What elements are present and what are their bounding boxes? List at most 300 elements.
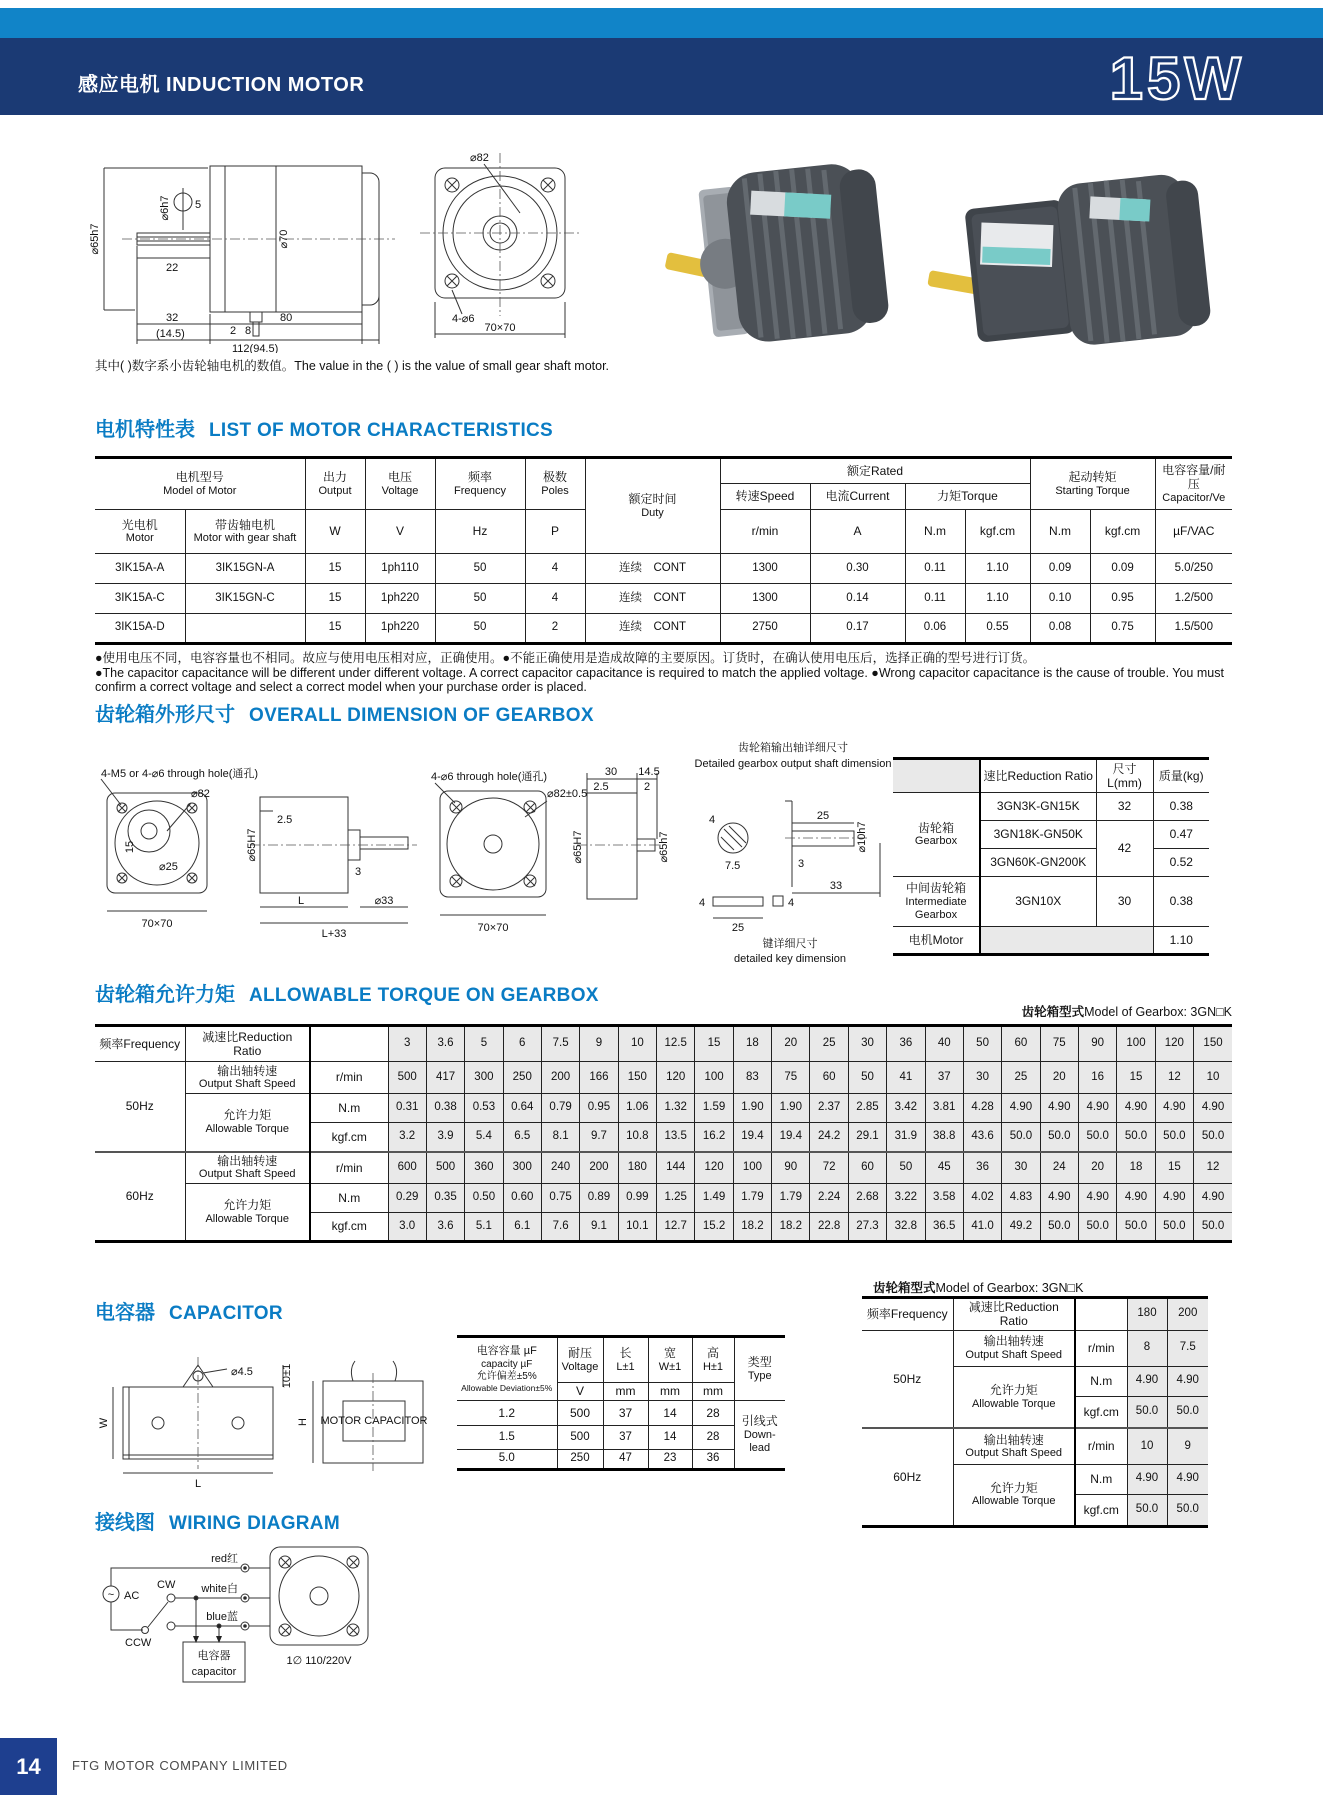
header-voltage: 电压 Voltage (365, 458, 435, 510)
dim-label: 22 (166, 262, 179, 274)
cell: 4 (525, 554, 585, 584)
dim-label: 4 (788, 897, 795, 909)
shaft-detail-title-en: Detailed gearbox output shaft dimension (694, 758, 892, 770)
dim-label: 25 (731, 922, 745, 934)
cell: 144 (657, 1152, 695, 1184)
cell: 360 (465, 1152, 503, 1184)
cell: 50.0 (1040, 1213, 1078, 1242)
table-row (95, 1026, 1232, 1062)
cell: 50 (435, 554, 525, 584)
cell: 0.99 (618, 1184, 656, 1213)
cell: 15.2 (695, 1213, 733, 1242)
unit-cell: r/min (1075, 1330, 1127, 1366)
unit-cell: mm (648, 1383, 692, 1401)
cell: 15 (1117, 1062, 1155, 1094)
wattage-label: 15W (1109, 45, 1245, 112)
cell: 50.0 (1167, 1494, 1208, 1526)
cell: 1.25 (657, 1184, 695, 1213)
cell: 5.0 (457, 1450, 557, 1470)
section-title-en: CAPACITOR (169, 1303, 283, 1324)
cell: 10.1 (618, 1213, 656, 1242)
model-cell: 3GN60K-GN200K (980, 849, 1096, 877)
cell: 18.2 (733, 1213, 771, 1242)
label-allowable-torque: 允许力矩 Allowable Torque (185, 1094, 310, 1152)
cell: 20 (772, 1026, 810, 1062)
section-title-motor-characteristics (95, 413, 553, 442)
cell: 75 (772, 1062, 810, 1094)
cell: 12 (1155, 1062, 1193, 1094)
cell: 37 (925, 1062, 963, 1094)
red-wire-label: red红 (211, 1553, 238, 1565)
header-frequency: 频率 Frequency (435, 458, 525, 510)
cell: 1.32 (657, 1094, 695, 1123)
cell: 50 (887, 1152, 925, 1184)
header-capacitor: 电容容量/耐压 Capacitor/Ve (1155, 458, 1232, 510)
table-row (95, 554, 1232, 584)
value-cell: 37 (603, 1401, 648, 1426)
label-allowable-torque: 允许力矩 Allowable Torque (953, 1366, 1075, 1428)
cell: 3.58 (925, 1184, 963, 1213)
cell: 9.1 (580, 1213, 618, 1242)
unit-cell: W (305, 510, 365, 554)
blue-wire-label: blue蓝 (206, 1611, 238, 1623)
unit-cell: r/min (720, 510, 810, 554)
label-output-shaft-speed: 输出轴转速 Output Shaft Speed (953, 1428, 1075, 1464)
header-type: 类型 Type (734, 1337, 785, 1401)
cell: 1.10 (965, 554, 1030, 584)
cell: 19.4 (772, 1123, 810, 1152)
freq-60hz: 60Hz (95, 1152, 185, 1242)
cell: 4.90 (1002, 1094, 1040, 1123)
white-wire-label: white白 (201, 1583, 238, 1595)
cell: 30 (963, 1062, 1001, 1094)
motor-characteristics-table (95, 456, 1232, 645)
dim-label: W (98, 1417, 110, 1429)
cell: 29.1 (848, 1123, 886, 1152)
cell: 0.38 (426, 1094, 464, 1123)
cell: 0.11 (905, 584, 965, 614)
table-row (893, 793, 1209, 821)
cell: 36 (963, 1152, 1001, 1184)
cell: 12.5 (657, 1026, 695, 1062)
table-row (893, 877, 1209, 927)
dim-label: 80 (280, 312, 293, 324)
dim-label: 3 (355, 866, 362, 878)
cell: 600 (388, 1152, 426, 1184)
dim-label: L (194, 1478, 202, 1490)
cell: 5.0/250 (1155, 554, 1232, 584)
cell: 50 (963, 1026, 1001, 1062)
unit-cell: N.m (1030, 510, 1090, 554)
header-speed: 转速Speed (720, 484, 810, 510)
cell: 13.5 (657, 1123, 695, 1152)
cell: 60 (848, 1152, 886, 1184)
table-row (893, 759, 1209, 793)
header-model: 电机型号 Model of Motor (95, 458, 305, 510)
dim-label: 33 (829, 880, 843, 892)
cell: 4.02 (963, 1184, 1001, 1213)
group-motor: 电机Motor (893, 927, 980, 955)
cell: 7.5 (1167, 1330, 1208, 1366)
value-cell: 0.38 (1153, 793, 1209, 821)
cell: 7.6 (541, 1213, 579, 1242)
cell: 50.0 (1194, 1213, 1232, 1242)
cell: 1.2/500 (1155, 584, 1232, 614)
unit-cell: r/min (310, 1062, 388, 1094)
cell: 49.2 (1002, 1213, 1040, 1242)
dim-label: ⌀65h7 (89, 223, 101, 255)
cell: 0.08 (1030, 614, 1090, 644)
header-reduction-ratio: 速比Reduction Ratio (980, 759, 1096, 793)
page-number-box (0, 1738, 57, 1795)
allowable-torque-table (95, 1024, 1232, 1243)
dim-label: 3 (798, 858, 805, 870)
cell: 4.28 (963, 1094, 1001, 1123)
cell: 2 (525, 614, 585, 644)
cell: 3.22 (887, 1184, 925, 1213)
cell: 60 (810, 1062, 848, 1094)
key-detail-zh: 键详细尺寸 (762, 938, 818, 950)
gearbox-model-note: 齿轮箱型式Model of Gearbox: 3GN□K (873, 1281, 1084, 1295)
gearbox-model-note: 齿轮箱型式Model of Gearbox: 3GN□K (1021, 1005, 1232, 1019)
unit-cell: kgf.cm (965, 510, 1030, 554)
cell: 0.14 (810, 584, 905, 614)
cell: 150 (1194, 1026, 1232, 1062)
cell: 1.06 (618, 1094, 656, 1123)
cell: 4.90 (1117, 1094, 1155, 1123)
value-cell: 30 (1096, 877, 1153, 927)
group-gearbox: 齿轮箱 Gearbox (893, 793, 980, 877)
ccw-label: CCW (125, 1637, 152, 1649)
unit-cell: kgf.cm (310, 1123, 388, 1152)
cell: 23 (648, 1450, 692, 1470)
model-cell: 3GN18K-GN50K (980, 821, 1096, 849)
header-motor-gearshaft: 带齿轴电机 Motor with gear shaft (185, 510, 305, 554)
cell: 16.2 (695, 1123, 733, 1152)
cell: 45 (925, 1152, 963, 1184)
cell: 4 (525, 584, 585, 614)
cell: 47 (603, 1450, 648, 1470)
cell: 40 (925, 1026, 963, 1062)
section-title-en: ALLOWABLE TORQUE ON GEARBOX (249, 985, 599, 1006)
cell: 180 (618, 1152, 656, 1184)
cell: 2.37 (810, 1094, 848, 1123)
freq-60hz: 60Hz (862, 1428, 953, 1526)
cell: 19.4 (733, 1123, 771, 1152)
dim-label: 7.5 (725, 860, 741, 872)
value-cell: 42 (1096, 821, 1153, 877)
header-motor: 光电机 Motor (95, 510, 185, 554)
cell: 4.90 (1194, 1184, 1232, 1213)
header-frequency: 频率Frequency (862, 1298, 953, 1331)
cell: 7.5 (541, 1026, 579, 1062)
cell: 9 (580, 1026, 618, 1062)
cell: 9.7 (580, 1123, 618, 1152)
cell: 0.31 (388, 1094, 426, 1123)
capacitor-body-label: MOTOR CAPACITOR (320, 1415, 428, 1427)
unit-cell: kgf.cm (1075, 1494, 1127, 1526)
cell: 50.0 (1002, 1123, 1040, 1152)
unit-cell: V (557, 1383, 603, 1401)
table-row (95, 458, 1232, 484)
motor-dimension-drawing (80, 138, 640, 353)
type-cell: 引线式 Down-lead (734, 1401, 785, 1470)
dim-label: 4-⌀6 through hole(通孔) (431, 771, 548, 783)
cell: 2.68 (848, 1184, 886, 1213)
cell: 3IK15A-C (95, 584, 185, 614)
capacitor-drawing (95, 1345, 435, 1495)
dim-label: 4 (699, 897, 706, 909)
cell: 0.30 (810, 554, 905, 584)
cell: 500 (426, 1152, 464, 1184)
dim-label: ⌀65H7 (572, 830, 584, 864)
value-cell: 0.52 (1153, 849, 1209, 877)
cell: 50.0 (1117, 1123, 1155, 1152)
cell: 27.3 (848, 1213, 886, 1242)
cell: 50 (435, 614, 525, 644)
ac-label: AC (124, 1590, 140, 1602)
header-length: 长 L±1 (603, 1337, 648, 1383)
dim-label: ⌀82 (191, 788, 210, 800)
unit-cell: mm (692, 1383, 734, 1401)
dim-label: 4-M5 or 4-⌀6 through hole(通孔) (101, 768, 259, 780)
cell: 4.90 (1040, 1094, 1078, 1123)
capacitor-label-zh: 电容器 (197, 1650, 231, 1662)
cw-label: CW (157, 1579, 176, 1591)
header-voltage: 耐压 Voltage (557, 1337, 603, 1383)
cell: 1ph220 (365, 614, 435, 644)
dim-label: 8 (245, 325, 252, 337)
label-allowable-torque: 允许力矩 Allowable Torque (953, 1464, 1075, 1526)
unit-cell: mm (603, 1383, 648, 1401)
cell: 1.5/500 (1155, 614, 1232, 644)
cell: 3.9 (426, 1123, 464, 1152)
dim-label: ⌀65H7 (246, 828, 258, 862)
header-weight: 质量(kg) (1153, 759, 1209, 793)
cell: 5.4 (465, 1123, 503, 1152)
page-number: 14 (16, 1753, 41, 1779)
cell: 9 (1167, 1428, 1208, 1464)
value-cell: 0.38 (1153, 877, 1209, 927)
cell: 3IK15A-D (95, 614, 185, 644)
cell: 36.5 (925, 1213, 963, 1242)
cell: 3 (388, 1026, 426, 1062)
unit-cell: N.m (1075, 1464, 1127, 1494)
cell: 200 (541, 1062, 579, 1094)
cell: 0.95 (580, 1094, 618, 1123)
cell: 15 (695, 1026, 733, 1062)
unit-cell: r/min (310, 1152, 388, 1184)
dim-label: L+33 (321, 928, 347, 940)
dim-label: 70×70 (141, 918, 173, 930)
cell: 4.90 (1194, 1094, 1232, 1123)
cell: 41.0 (963, 1213, 1001, 1242)
value-cell: 0.47 (1153, 821, 1209, 849)
header-poles: 极数 Poles (525, 458, 585, 510)
unit-cell: kgf.cm (1090, 510, 1155, 554)
header-light-bar (0, 8, 1323, 38)
unit-cell: A (810, 510, 905, 554)
cell: 90 (1078, 1026, 1116, 1062)
header-capacity: 电容容量 µF capacity µF 允许偏差±5% Allowable Deviation±5% (457, 1337, 557, 1401)
header-current: 电流Current (810, 484, 905, 510)
value-cell: 32 (1096, 793, 1153, 821)
section-title-en: WIRING DIAGRAM (169, 1513, 340, 1534)
phase-label: 1∅ 110/220V (286, 1655, 352, 1667)
cell: 3.0 (388, 1213, 426, 1242)
cell: 0.95 (1090, 584, 1155, 614)
label-output-shaft-speed: 输出轴转速 Output Shaft Speed (953, 1330, 1075, 1366)
blank-cell (980, 927, 1153, 955)
group-intermediate-gearbox: 中间齿轮箱 Intermediate Gearbox (893, 877, 980, 927)
label-output-shaft-speed: 输出轴转速 Output Shaft Speed (185, 1062, 310, 1094)
cell: 0.11 (905, 554, 965, 584)
cell: 100 (733, 1152, 771, 1184)
header-width: 宽 W±1 (648, 1337, 692, 1383)
unit-cell: N.m (310, 1184, 388, 1213)
header-frequency: 频率Frequency (95, 1026, 185, 1062)
cell: 连续 CONT (585, 614, 720, 644)
table-row (95, 1094, 1232, 1123)
cell: 60 (1002, 1026, 1040, 1062)
cell: 14 (648, 1426, 692, 1450)
cell: 4.90 (1155, 1094, 1193, 1123)
cell: 0.89 (580, 1184, 618, 1213)
dim-label: 70×70 (484, 322, 516, 334)
cell: 22.8 (810, 1213, 848, 1242)
blank-cell (893, 759, 980, 793)
cell: 250 (557, 1450, 603, 1470)
table-row (893, 927, 1209, 955)
cell: 30 (1002, 1152, 1040, 1184)
unit-cell: N.m (1075, 1366, 1127, 1396)
dim-label: ⌀65h7 (658, 831, 670, 863)
shaft-detail-title-zh: 齿轮箱输出轴详细尺寸 (738, 742, 848, 754)
dim-label: (14.5) (156, 328, 185, 340)
table-row (862, 1298, 1208, 1331)
cell: 1.90 (733, 1094, 771, 1123)
cell: 25 (1002, 1062, 1040, 1094)
cell: 5.1 (465, 1213, 503, 1242)
dim-label: 4 (709, 814, 716, 826)
dim-label: ⌀82 (470, 152, 489, 164)
cell: 1.79 (733, 1184, 771, 1213)
cell: 120 (657, 1062, 695, 1094)
cell: 12.7 (657, 1213, 695, 1242)
cell: 0.53 (465, 1094, 503, 1123)
table-row (862, 1428, 1208, 1464)
freq-50hz: 50Hz (862, 1330, 953, 1428)
cell: 3IK15GN-C (185, 584, 305, 614)
dim-label: ⌀33 (374, 895, 394, 907)
cell: 15 (1155, 1152, 1193, 1184)
cell: 6.1 (503, 1213, 541, 1242)
cell: 250 (503, 1062, 541, 1094)
cell: 120 (1155, 1026, 1193, 1062)
motor-photo-gearhead (927, 171, 1212, 357)
cell: 0.29 (388, 1184, 426, 1213)
section-title-gearbox-dimension (95, 698, 594, 727)
dim-label: 32 (166, 312, 179, 324)
cell: 180 (1127, 1298, 1167, 1331)
cell: 0.75 (1090, 614, 1155, 644)
cell: 0.06 (905, 614, 965, 644)
cell: 10 (1194, 1062, 1232, 1094)
cell: 18 (733, 1026, 771, 1062)
cell: 1ph110 (365, 554, 435, 584)
cell: 3.2 (388, 1123, 426, 1152)
section-title-en: OVERALL DIMENSION OF GEARBOX (249, 705, 594, 726)
header-duty: 额定时间 Duty (585, 458, 720, 554)
dim-label: 2 (643, 781, 651, 793)
cell: 50.0 (1117, 1213, 1155, 1242)
cell: 50 (848, 1062, 886, 1094)
cell: 0.50 (465, 1184, 503, 1213)
cell: 37 (603, 1426, 648, 1450)
section-title-zh: 电容器 (95, 1302, 155, 1324)
cell: 31.9 (887, 1123, 925, 1152)
motor-photos (650, 140, 1220, 365)
dim-label: 5 (195, 199, 202, 211)
cell: 15 (305, 584, 365, 614)
header-starting-torque: 起动转矩 Starting Torque (1030, 458, 1155, 510)
cell: 43.6 (963, 1123, 1001, 1152)
cell: 50 (435, 584, 525, 614)
dim-label: 15 (124, 840, 136, 854)
capacitor-note-en: ●The capacitor capacitance will be different under different voltage. A correct capacitor capacitance is required to match the applied voltage. ●Wrong capacitor capacitance is the cause of trouble. You must confirm a correct voltage and select a correct model when your purchase order is placed. (95, 666, 1224, 694)
cell: 20 (1078, 1152, 1116, 1184)
unit-cell: kgf.cm (310, 1213, 388, 1242)
cell: 166 (580, 1062, 618, 1094)
cell: 2.24 (810, 1184, 848, 1213)
model-cell: 3GN3K-GN15K (980, 793, 1096, 821)
section-title-zh: 齿轮箱允许力矩 (95, 984, 235, 1006)
cell: 0.09 (1030, 554, 1090, 584)
wiring-diagram (95, 1538, 445, 1713)
cell: 300 (465, 1062, 503, 1094)
header-reduction-ratio: 减速比Reduction Ratio (185, 1026, 310, 1062)
cell: 50.0 (1194, 1123, 1232, 1152)
unit-cell: N.m (310, 1094, 388, 1123)
key-detail-en: detailed key dimension (734, 953, 846, 965)
value-cell: 1.2 (457, 1401, 557, 1426)
cell: 8 (1127, 1330, 1167, 1366)
cell: 500 (557, 1426, 603, 1450)
section-title-en: LIST OF MOTOR CHARACTERISTICS (209, 420, 554, 441)
dim-label: L (297, 895, 305, 907)
cell: 200 (1167, 1298, 1208, 1331)
unit-cell: r/min (1075, 1428, 1127, 1464)
cell: 38.8 (925, 1123, 963, 1152)
value-cell: 14 (648, 1401, 692, 1426)
allowable-torque-table-180-200 (862, 1296, 1208, 1528)
cell: 1300 (720, 584, 810, 614)
table-row (457, 1401, 785, 1426)
cell: 6 (503, 1026, 541, 1062)
cell: 30 (848, 1026, 886, 1062)
header-rated: 额定Rated (720, 458, 1030, 484)
cell: 50.0 (1040, 1123, 1078, 1152)
cell: 24 (1040, 1152, 1078, 1184)
cell: 0.75 (541, 1184, 579, 1213)
cell: 28 (692, 1426, 734, 1450)
cell: 25 (810, 1026, 848, 1062)
dim-label: ⌀70 (278, 229, 290, 249)
cell: 4.90 (1167, 1464, 1208, 1494)
label-allowable-torque: 允许力矩 Allowable Torque (185, 1184, 310, 1242)
capacitor-note-zh: ●使用电压不同，电容容量也不相同。故应与使用电压相对应，正确使用。●不能正确使用是造成故障的主要原因。订货时，在确认使用电压后，选择正确的型号进行订货。 (95, 651, 1036, 665)
cell: 0.79 (541, 1094, 579, 1123)
